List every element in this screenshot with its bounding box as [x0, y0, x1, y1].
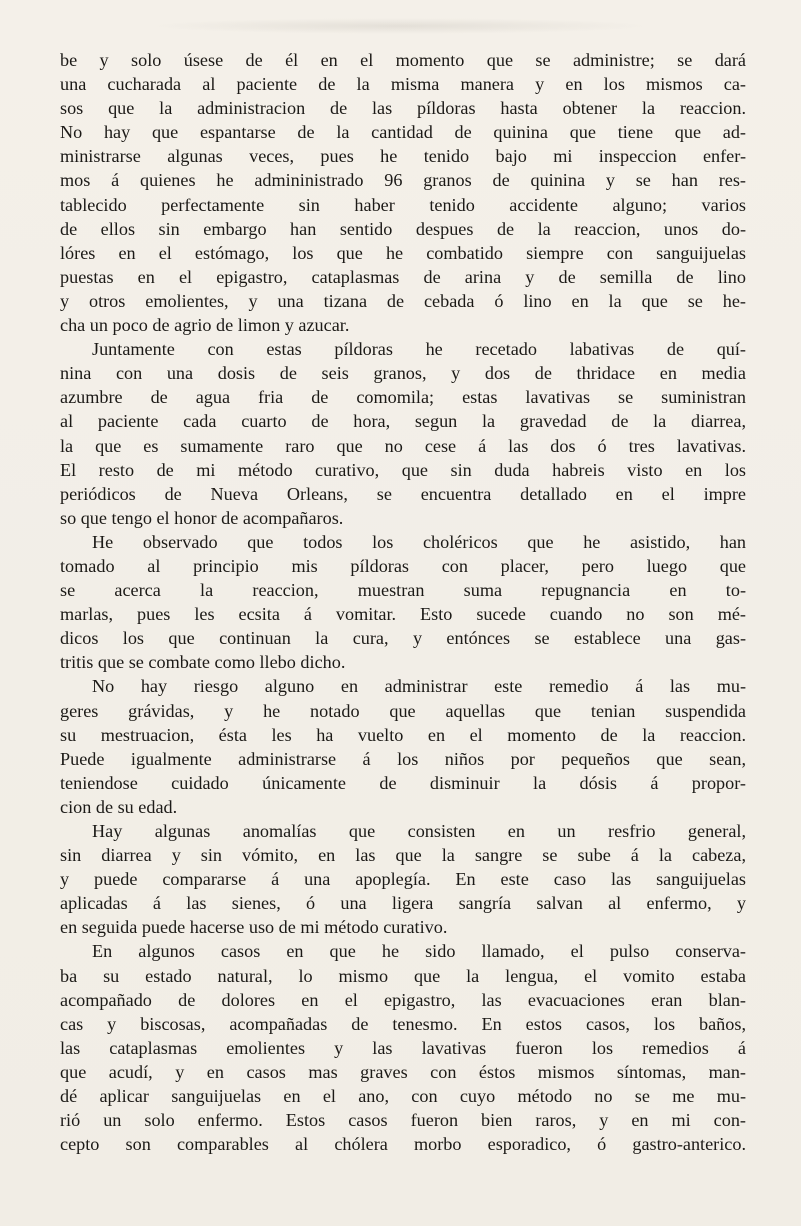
text-line: Puede igualmente administrarse á los niños por pequeños que sean, [60, 748, 746, 769]
text-line: su mestruacion, ésta les ha vuelto en el momento de la reaccion. [60, 724, 746, 745]
text-line: periódicos de Nueva Orleans, se encuentra detallado en el impre [60, 483, 746, 504]
text-line: cion de su edad. [60, 796, 178, 817]
text-line: acompañado de dolores en el epigastro, las evacuaciones eran blan- [60, 989, 746, 1010]
text-line: tritis que se combate como llebo dicho. [60, 652, 346, 673]
page-smudge [150, 18, 650, 34]
text-line: geres grávidas, y he notado que aquellas que tenian suspendida [60, 700, 746, 721]
text-line: una cucharada al paciente de la misma manera y en los mismos ca- [60, 74, 746, 95]
text-line: Juntamente con estas píldoras he recetado labativas de quí- [92, 339, 746, 360]
text-line: No hay riesgo alguno en administrar este remedio á las mu- [92, 676, 746, 697]
text-line: se acerca la reaccion, muestran suma repugnancia en to- [60, 580, 746, 601]
text-line: tablecido perfectamente sin haber tenido accidente alguno; varios [60, 194, 746, 215]
text-line: rió un solo enfermo. Estos casos fueron bien raros, y en mi con- [60, 1110, 746, 1131]
text-line: Hay algunas anomalías que consisten en un resfrio general, [92, 821, 746, 841]
text-line: He observado que todos los choléricos que he asistido, han [92, 531, 746, 552]
text-line: ba su estado natural, lo mismo que la lengua, el vomito estaba [60, 965, 746, 986]
text-line: la que es sumamente raro que no cese á las dos ó tres lavativas. [60, 435, 746, 456]
text-line: marlas, pues les ecsita á vomitar. Esto sucede cuando no son mé- [60, 604, 746, 625]
text-line: sos que la administracion de las píldoras hasta obtener la reaccion. [60, 98, 746, 119]
text-line: sin diarrea y sin vómito, en las que la sangre se sube á la cabeza, [60, 845, 746, 866]
text-line: dé aplicar sanguijuelas en el ano, con cuyo método no se me mu- [60, 1086, 746, 1107]
text-line: ministrarse algunas veces, pues he tenido bajo mi inspeccion enfer- [60, 146, 746, 167]
text-line: mos á quienes he admininistrado 96 granos de quinina y se han res- [60, 170, 746, 191]
text-line: azumbre de agua fria de comomila; estas lavativas se suministran [60, 387, 746, 408]
text-line: y otros emolientes, y una tizana de cebada ó lino en la que se he- [60, 290, 746, 311]
text-line: En algunos casos en que he sido llamado, el pulso conserva- [92, 941, 746, 962]
text-line: El resto de mi método curativo, que sin duda habreis visto en los [60, 459, 746, 480]
text-line: de ellos sin embargo han sentido despues de la reaccion, unos do- [60, 218, 746, 239]
text-line: dicos los que continuan la cura, y entónces se establece una gas- [60, 628, 746, 649]
body-text [60, 48, 746, 1156]
text-line: y puede compararse á una apoplegía. En este caso las sanguijuelas [60, 869, 746, 890]
text-line: teniendose cuidado únicamente de disminuir la dósis á propor- [60, 772, 746, 793]
text-line: tomado al principio mis píldoras con placer, pero luego que [60, 555, 746, 576]
text-line: be y solo úsese de él en el momento que se administre; se dará [60, 50, 746, 70]
text-line: las cataplasmas emolientes y las lavativas fueron los remedios á [60, 1037, 746, 1058]
text-line: cepto son comparables al chólera morbo esporadico, ó gastro-anterico. [60, 1134, 746, 1155]
text-line: so que tengo el honor de acompañaros. [60, 507, 344, 528]
text-line: No hay que espantarse de la cantidad de quinina que tiene que ad- [60, 122, 746, 143]
text-line: nina con una dosis de seis granos, y dos de thridace en media [60, 363, 746, 384]
text-line: al paciente cada cuarto de hora, segun la gravedad de la diarrea, [60, 411, 746, 432]
text-line: puestas en el epigastro, cataplasmas de arina y de semilla de lino [60, 266, 746, 287]
text-line: cha un poco de agrio de limon y azucar. [60, 315, 350, 336]
text-line: que acudí, y en casos mas graves con éstos mismos síntomas, man- [60, 1061, 746, 1082]
text-line: en seguida puede hacerse uso de mi método curativo. [60, 917, 448, 938]
text-line: aplicadas á las sienes, ó una ligera sangría salvan al enfermo, y [60, 893, 746, 914]
text-line: lóres en el estómago, los que he combatido siempre con sanguijuelas [60, 242, 746, 263]
text-line: cas y biscosas, acompañadas de tenesmo. En estos casos, los baños, [60, 1013, 746, 1034]
